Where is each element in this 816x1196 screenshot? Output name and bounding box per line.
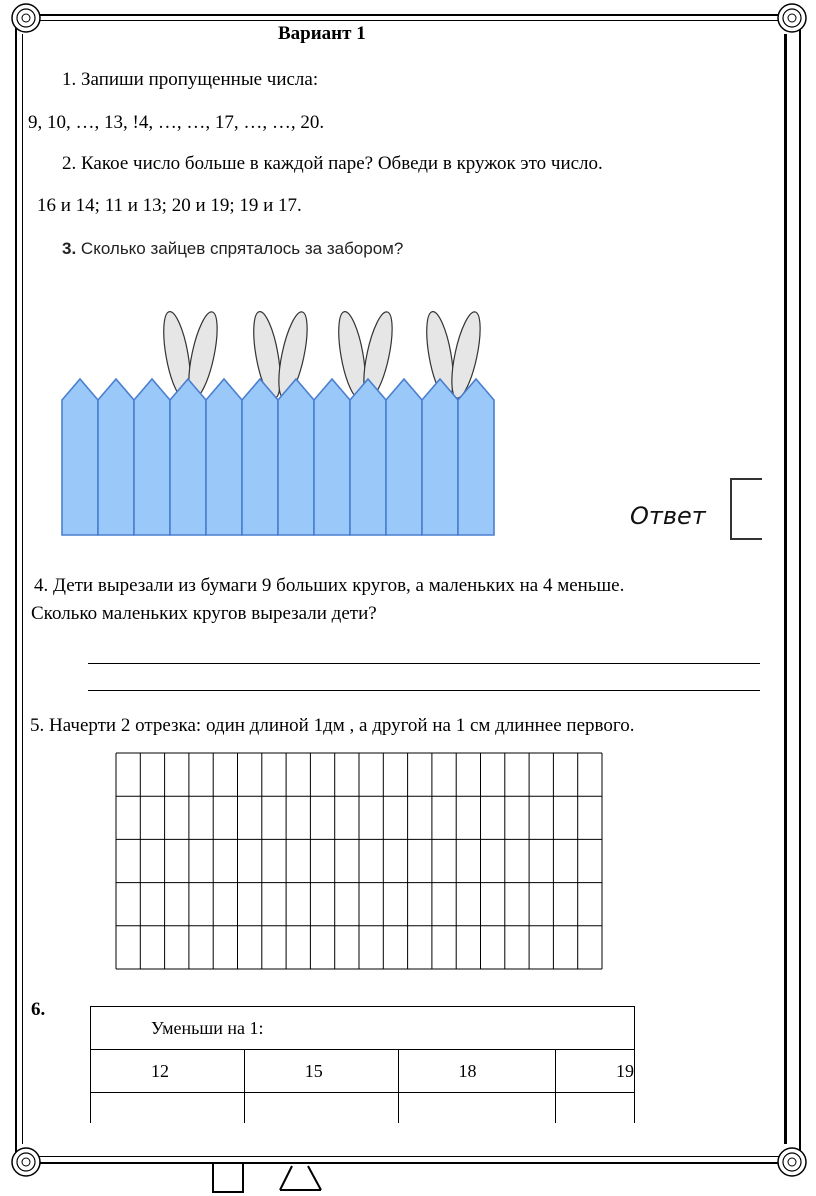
- decrease-cell-answer[interactable]: [91, 1093, 245, 1123]
- frame-top-line-inner: [34, 20, 780, 21]
- task1-prompt: 1. Запиши пропущенные числа:: [62, 69, 319, 90]
- variant-title: Вариант 1: [278, 23, 366, 44]
- decrease-cell-answer[interactable]: [244, 1093, 398, 1123]
- decrease-cell-answer[interactable]: [398, 1093, 555, 1123]
- fence-plank: [458, 379, 494, 535]
- decrease-table: [90, 1006, 635, 1123]
- task4-line1: 4. Дети вырезали из бумаги 9 больших кругов, а маленьких на 4 меньше.: [34, 575, 625, 596]
- answer-box[interactable]: [730, 478, 762, 540]
- decrease-cell-value: 19: [556, 1050, 635, 1093]
- task5-prompt: 5. Начерти 2 отрезка: один длиной 1дм , а другой на 1 см длиннее первого.: [30, 715, 635, 736]
- task1-sequence: 9, 10, …, 13, !4, …, …, 17, …, …, 20.: [28, 112, 325, 133]
- task4-clip: [31, 570, 770, 630]
- task3-prompt-text: Сколько зайцев спряталось за забором?: [76, 239, 404, 258]
- frame-corner-top-left: [6, 0, 46, 40]
- variant-title-clip: [260, 23, 400, 45]
- frame-right-line-inner: [784, 34, 787, 1144]
- task2-prompt: 2. Какое число больше в каждой паре? Обведи в кружок это число.: [62, 153, 603, 174]
- fence-plank: [350, 379, 386, 535]
- frame-left-line-inner: [22, 34, 23, 1144]
- task1-sequence-clip: [28, 110, 400, 136]
- drawing-grid[interactable]: [115, 752, 603, 970]
- task6-number: 6.: [31, 999, 46, 1020]
- frame-corner-top-right: [772, 0, 812, 40]
- answer-label: Ответ: [630, 502, 706, 530]
- decrease-cell-answer[interactable]: [556, 1093, 635, 1123]
- fence-plank: [278, 379, 314, 535]
- answer-line-1[interactable]: [88, 663, 760, 664]
- frame-bottom-line-inner: [34, 1156, 780, 1157]
- fence-plank: [206, 379, 242, 535]
- task2-pairs-clip: [37, 193, 420, 219]
- fence-plank: [242, 379, 278, 535]
- decrease-cell-value: 18: [398, 1050, 555, 1093]
- frame-top-line: [22, 14, 792, 16]
- fence-plank: [422, 379, 458, 535]
- task6-number-clip: [31, 998, 60, 1020]
- fence-plank: [386, 379, 422, 535]
- frame-left-line: [15, 22, 17, 1154]
- frame-corner-bottom-left: [6, 1142, 46, 1182]
- fence-plank: [134, 379, 170, 535]
- task3-number: 3.: [62, 239, 77, 258]
- decrease-cell-value: 15: [244, 1050, 398, 1093]
- task4-line2: Сколько маленьких кругов вырезали дети?: [31, 603, 377, 624]
- frame-corner-bottom-right: [772, 1142, 812, 1182]
- fence-plank: [170, 379, 206, 535]
- square-shape-fragment: [210, 1164, 246, 1196]
- fence-illustration: [55, 305, 505, 545]
- frame-bottom-line: [22, 1162, 792, 1164]
- frame-right-line: [799, 22, 801, 1154]
- fence-plank: [98, 379, 134, 535]
- fence-plank: [62, 379, 98, 535]
- task2-pairs: 16 и 14; 11 и 13; 20 и 19; 19 и 17.: [37, 195, 302, 216]
- task5-clip: [30, 712, 770, 740]
- answer-line-2[interactable]: [88, 690, 760, 691]
- task3-prompt: [62, 240, 403, 257]
- decrease-table-header: [91, 1007, 635, 1050]
- fence-plank: [314, 379, 350, 535]
- decrease-cell-value: 12: [91, 1050, 245, 1093]
- triangle-shape-fragment: [278, 1164, 324, 1194]
- decrease-table-header-text: Уменьши на 1:: [151, 1017, 264, 1038]
